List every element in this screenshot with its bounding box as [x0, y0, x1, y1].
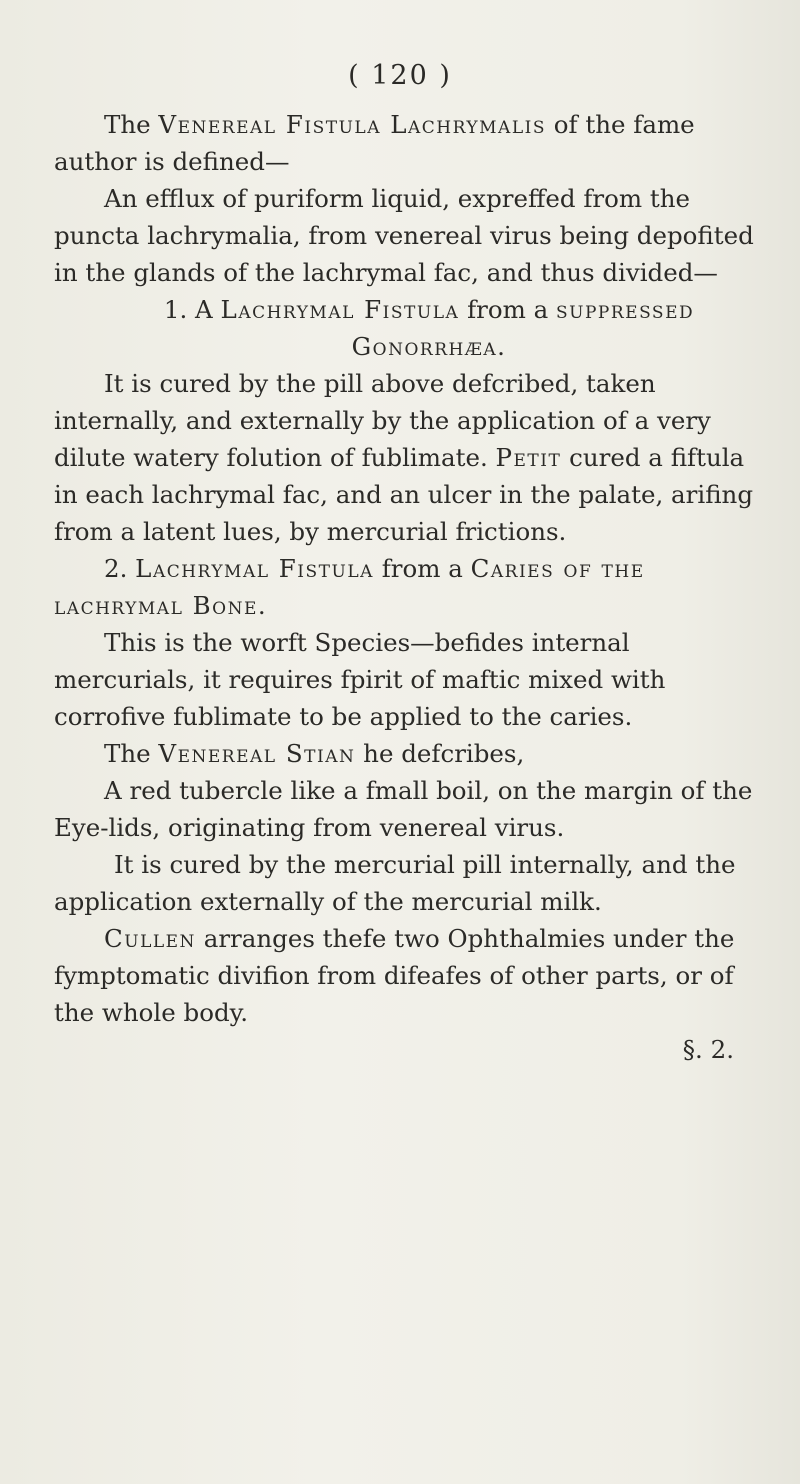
text-run: of the fame author is defined— [54, 110, 695, 176]
text-run: The [104, 110, 159, 139]
paragraph-mercurial-pill: It is cured by the mercurial pill internally, and the application externally of the mercurial milk. [54, 850, 736, 916]
term-caries-lachrymal-bone: Caries of the lachrymal Bone. [54, 554, 645, 620]
term-lachrymal-fistula: Lachrymal Fistula [135, 554, 374, 583]
text-run: arranges thefe two Ophthalmies under the fymptomatic divifion from difeafes of other parts, or of the whole body. [54, 924, 735, 1027]
heading-caries-lachrymal-bone [54, 550, 774, 624]
text-run: 1. A [163, 295, 221, 324]
text-run: he defcribes, [355, 739, 525, 768]
text-run: 2. [104, 554, 136, 583]
text-run: It is cured by the pill above defcribed, taken internally, and externally by the application of a very dilute watery folution of fublimate. [54, 369, 711, 472]
page-number: ( 120 ) [348, 60, 452, 91]
paragraph-definition: An efflux of puriform liquid, expreffed from the puncta lachrymalia, from venereal virus being depofited in the glands of the lachrymal fac, and thus divided— [54, 184, 754, 287]
term-venereal-fistula-lachrymalis: Venereal Fistula Lachrymalis [158, 110, 546, 139]
paragraph-venereal-fistula-intro [54, 106, 774, 180]
author-cullen: Cullen [104, 924, 196, 953]
body-text [54, 106, 774, 1068]
text-run: from a [459, 295, 557, 324]
term-gonorrhaea: Gonorrhæa. [351, 332, 507, 361]
term-venereal-stian: Venereal Stian [158, 739, 356, 768]
text-run: cured a fiftula in each lachrymal fac, and an ulcer in the palate, arifing from a latent lues, by mercurial frictions. [54, 443, 754, 546]
author-petit: Petit [495, 443, 562, 472]
paragraph-worst-species: This is the worft Species—befides internal mercurials, it requires fpirit of maftic mixed with corrofive fublimate to be applied to the caries. [54, 628, 666, 731]
paragraph-cullen [54, 920, 774, 1031]
text-run: The [104, 739, 159, 768]
paragraph-cure-pill [54, 365, 774, 550]
text-run: from a [373, 554, 471, 583]
term-suppressed: suppressed [556, 295, 695, 324]
heading-suppressed-gonorrhaea [54, 291, 774, 365]
term-lachrymal-fistula: Lachrymal Fistula [220, 295, 460, 324]
paragraph-red-tubercle: A red tubercle like a fmall boil, on the margin of the Eye-lids, originating from venereal virus. [54, 776, 753, 842]
catchword: §. 2. [682, 1035, 734, 1064]
paragraph-venereal-stian [54, 735, 774, 772]
